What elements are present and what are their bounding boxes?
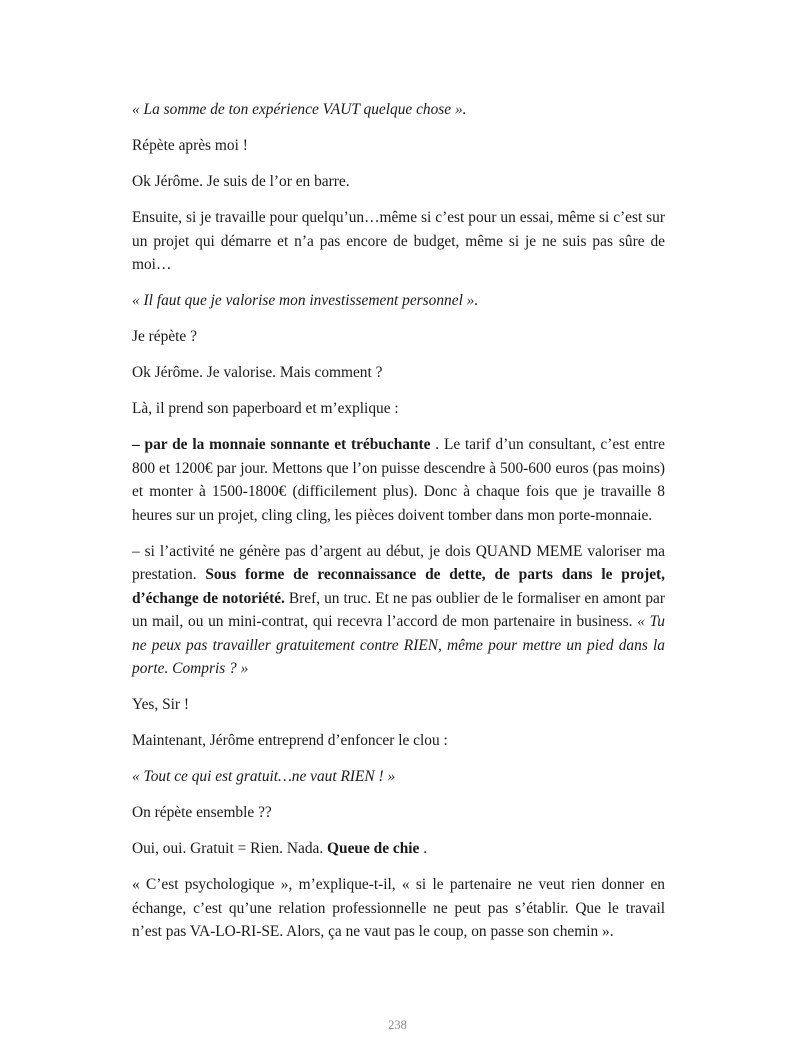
- paragraph-or-en-barre: Ok Jérôme. Je suis de l’or en barre.: [132, 173, 350, 190]
- paragraph-oui-oui: [132, 837, 665, 861]
- paragraph-repete: Répète après moi !: [132, 137, 248, 154]
- paragraph-clou: Maintenant, Jérôme entreprend d’enfoncer le clou :: [132, 732, 448, 749]
- bullet-monnaie: [132, 433, 665, 527]
- bullet-valoriser-middle: Bref, un truc. Et ne pas oublier de le formaliser en amont par un mail, ou un mini-contrat, qui recevra l’accord de mon partenaire in business.: [132, 589, 665, 630]
- quote-experience: « La somme de ton expérience VAUT quelque chose ».: [132, 101, 467, 118]
- bullet-valoriser-bold: Sous forme de reconnaissance de dette, de parts dans le projet, d’échange de notoriété.: [132, 566, 665, 607]
- paragraph-comment: Ok Jérôme. Je valorise. Mais comment ?: [132, 364, 383, 381]
- paragraph-ensemble: On répète ensemble ??: [132, 804, 272, 821]
- paragraph-ensuite: Ensuite, si je travaille pour quelqu’un…même si c’est pour un essai, même si c’est sur un projet qui démarre et n’a pas encore de budget, même si je ne suis pas sûre de moi…: [132, 209, 665, 273]
- quote-gratuit: « Tout ce qui est gratuit…ne vaut RIEN ! »: [132, 768, 396, 785]
- quote-valorise: « Il faut que je valorise mon investissement personnel ».: [132, 292, 479, 309]
- bullet-monnaie-bold: – par de la monnaie sonnante et trébuchante: [132, 436, 431, 453]
- bullet-monnaie-text: . Le tarif d’un consultant, c’est entre 800 et 1200€ par jour. Mettons que l’on puisse descendre à 500-600 euros (pas moins) et monter à 1500-1800€ (difficilement plus). Donc à chaque fois que je travaille 8 heures sur un projet, cling cling, les pièces doivent tomber dans mon porte-monnaie.: [132, 436, 665, 524]
- paragraph-je-repete: Je répète ?: [132, 328, 197, 345]
- page-body: [132, 98, 665, 956]
- paragraph-yes-sir: Yes, Sir !: [132, 696, 190, 713]
- bullet-valoriser: [132, 540, 665, 681]
- oui-oui-end: .: [419, 840, 428, 857]
- oui-oui-start: Oui, oui. Gratuit = Rien. Nada.: [132, 840, 328, 857]
- bullet-valoriser-start: – si l’activité ne génère pas d’argent au début, je dois QUAND MEME valoriser ma prestation.: [132, 542, 665, 583]
- bullet-valoriser-quote: « Tu ne peux pas travailler gratuitement contre RIEN, même pour mettre un pied dans la porte. Compris ? »: [132, 613, 665, 677]
- oui-oui-bold: Queue de chie: [327, 840, 420, 857]
- paragraph-paperboard: Là, il prend son paperboard et m’explique :: [132, 400, 399, 417]
- paragraph-psychologique: « C’est psychologique », m’explique-t-il, « si le partenaire ne veut rien donner en échange, c’est qu’une relation professionnelle ne peut pas s’établir. Que le travail n’est pas VA-LO-RI-SE. Alors, ça ne vaut pas le coup, on passe son chemin ».: [132, 876, 665, 940]
- page-number: 238: [388, 1018, 407, 1032]
